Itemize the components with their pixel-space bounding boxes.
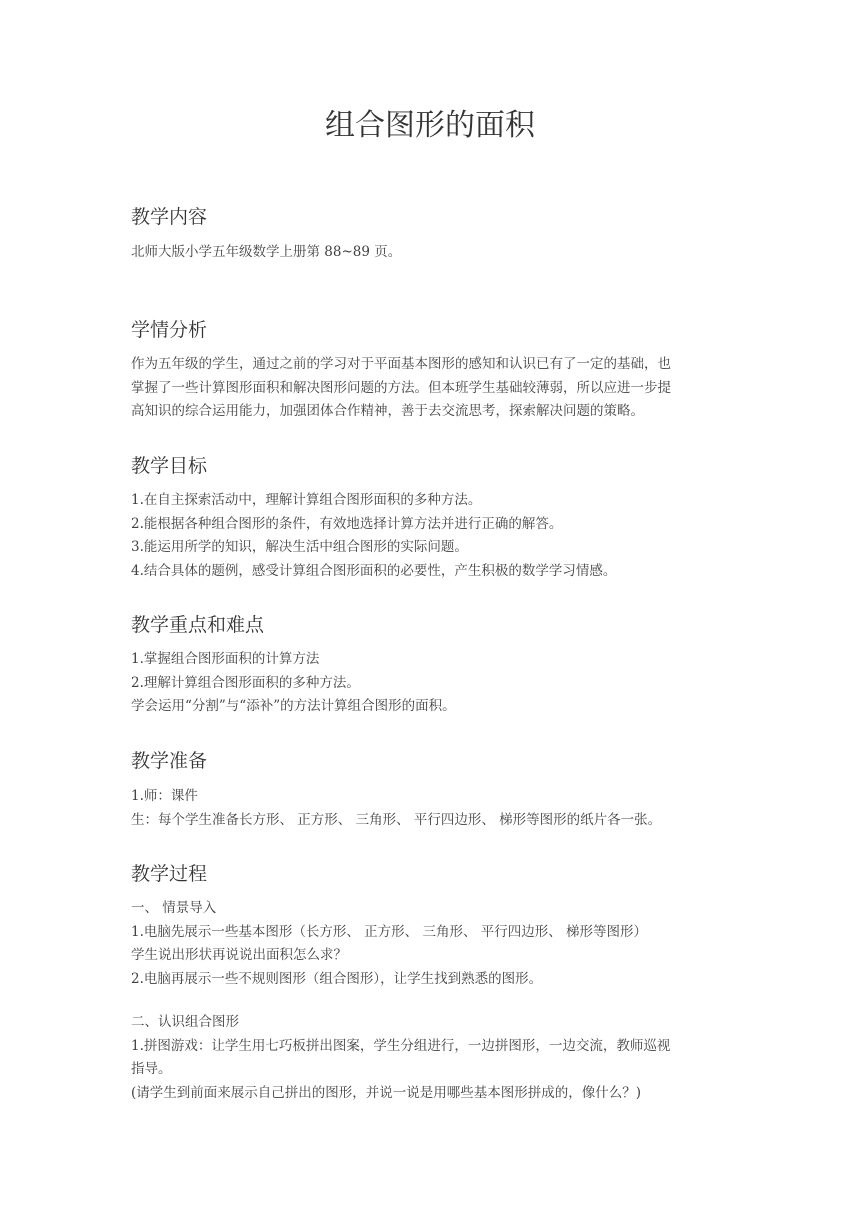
paragraph-line: 生：每个学生准备长方形、 正方形、 三角形、 平行四边形、 梯形等图形的纸片各一张。 <box>131 811 662 828</box>
section-heading-process: 教学过程 <box>131 863 208 885</box>
list-item: 1.电脑先展示一些基本图形（长方形、 正方形、 三角形、 平行四边形、 梯形等图形） <box>131 923 648 940</box>
list-item: 2.能根据各种组合图形的条件，有效地选择计算方法并进行正确的解答。 <box>131 515 563 532</box>
document-title: 组合图形的面积 <box>325 108 535 143</box>
list-item: 1.师：课件 <box>131 788 198 804</box>
list-item: 2.电脑再展示一些不规则图形（组合图形），让学生找到熟悉的图形。 <box>131 970 543 987</box>
list-item: 1.掌握组合图形面积的计算方法 <box>131 651 320 667</box>
section-heading-preparation: 教学准备 <box>131 750 208 772</box>
paragraph-line: 高知识的综合运用能力，加强团体合作精神，善于去交流思考，探索解决问题的策略。 <box>131 403 644 419</box>
list-item: 4.结合具体的题例，感受计算组合图形面积的必要性，产生积极的数学学习情感。 <box>131 562 617 579</box>
section-heading-content: 教学内容 <box>131 206 208 228</box>
list-item: 1.在自主探索活动中，理解计算组合图形面积的多种方法。 <box>131 492 482 508</box>
section-heading-analysis: 学情分析 <box>131 319 208 341</box>
paragraph-line: 指导。 <box>131 1061 172 1077</box>
section-body-content <box>131 241 741 265</box>
paragraph-line: 学生说出形状再说说出面积怎么求？ <box>131 947 347 963</box>
section-body-analysis <box>131 353 741 424</box>
paragraph-line: 作为五年级的学生，通过之前的学习对于平面基本图形的感知和认识已有了一定的基础，也 <box>131 356 671 372</box>
section-body-process <box>131 897 741 991</box>
paragraph-line: 北师大版小学五年级数学上册第 88~89 页。 <box>131 244 402 260</box>
paragraph-line: 掌握了一些计算图形面积和解决图形问题的方法。但本班学生基础较薄弱，所以应进一步提 <box>131 379 671 396</box>
section-body-key-points <box>131 648 741 719</box>
subheading: 一、 情景导入 <box>131 900 217 916</box>
list-item: 3.能运用所学的知识，解决生活中组合图形的实际问题。 <box>131 539 468 555</box>
subheading: 二、认识组合图形 <box>131 1014 239 1030</box>
paragraph-line: (请学生到前面来展示自己拼出的图形，并说一说是用哪些基本图形拼成的，像什么？) <box>131 1084 642 1101</box>
section-body-preparation <box>131 785 741 832</box>
section-body-process-part2 <box>131 1011 741 1105</box>
list-item: 1.拼图游戏：让学生用七巧板拼出图案，学生分组进行，一边拼图形，一边交流，教师巡视 <box>131 1037 671 1054</box>
paragraph-line: 学会运用“分割”与“添补”的方法计算组合图形的面积。 <box>131 698 456 714</box>
section-heading-key-points: 教学重点和难点 <box>131 614 265 636</box>
section-body-objectives <box>131 489 741 583</box>
list-item: 2.理解计算组合图形面积的多种方法。 <box>131 674 360 691</box>
section-heading-objectives: 教学目标 <box>131 455 208 477</box>
